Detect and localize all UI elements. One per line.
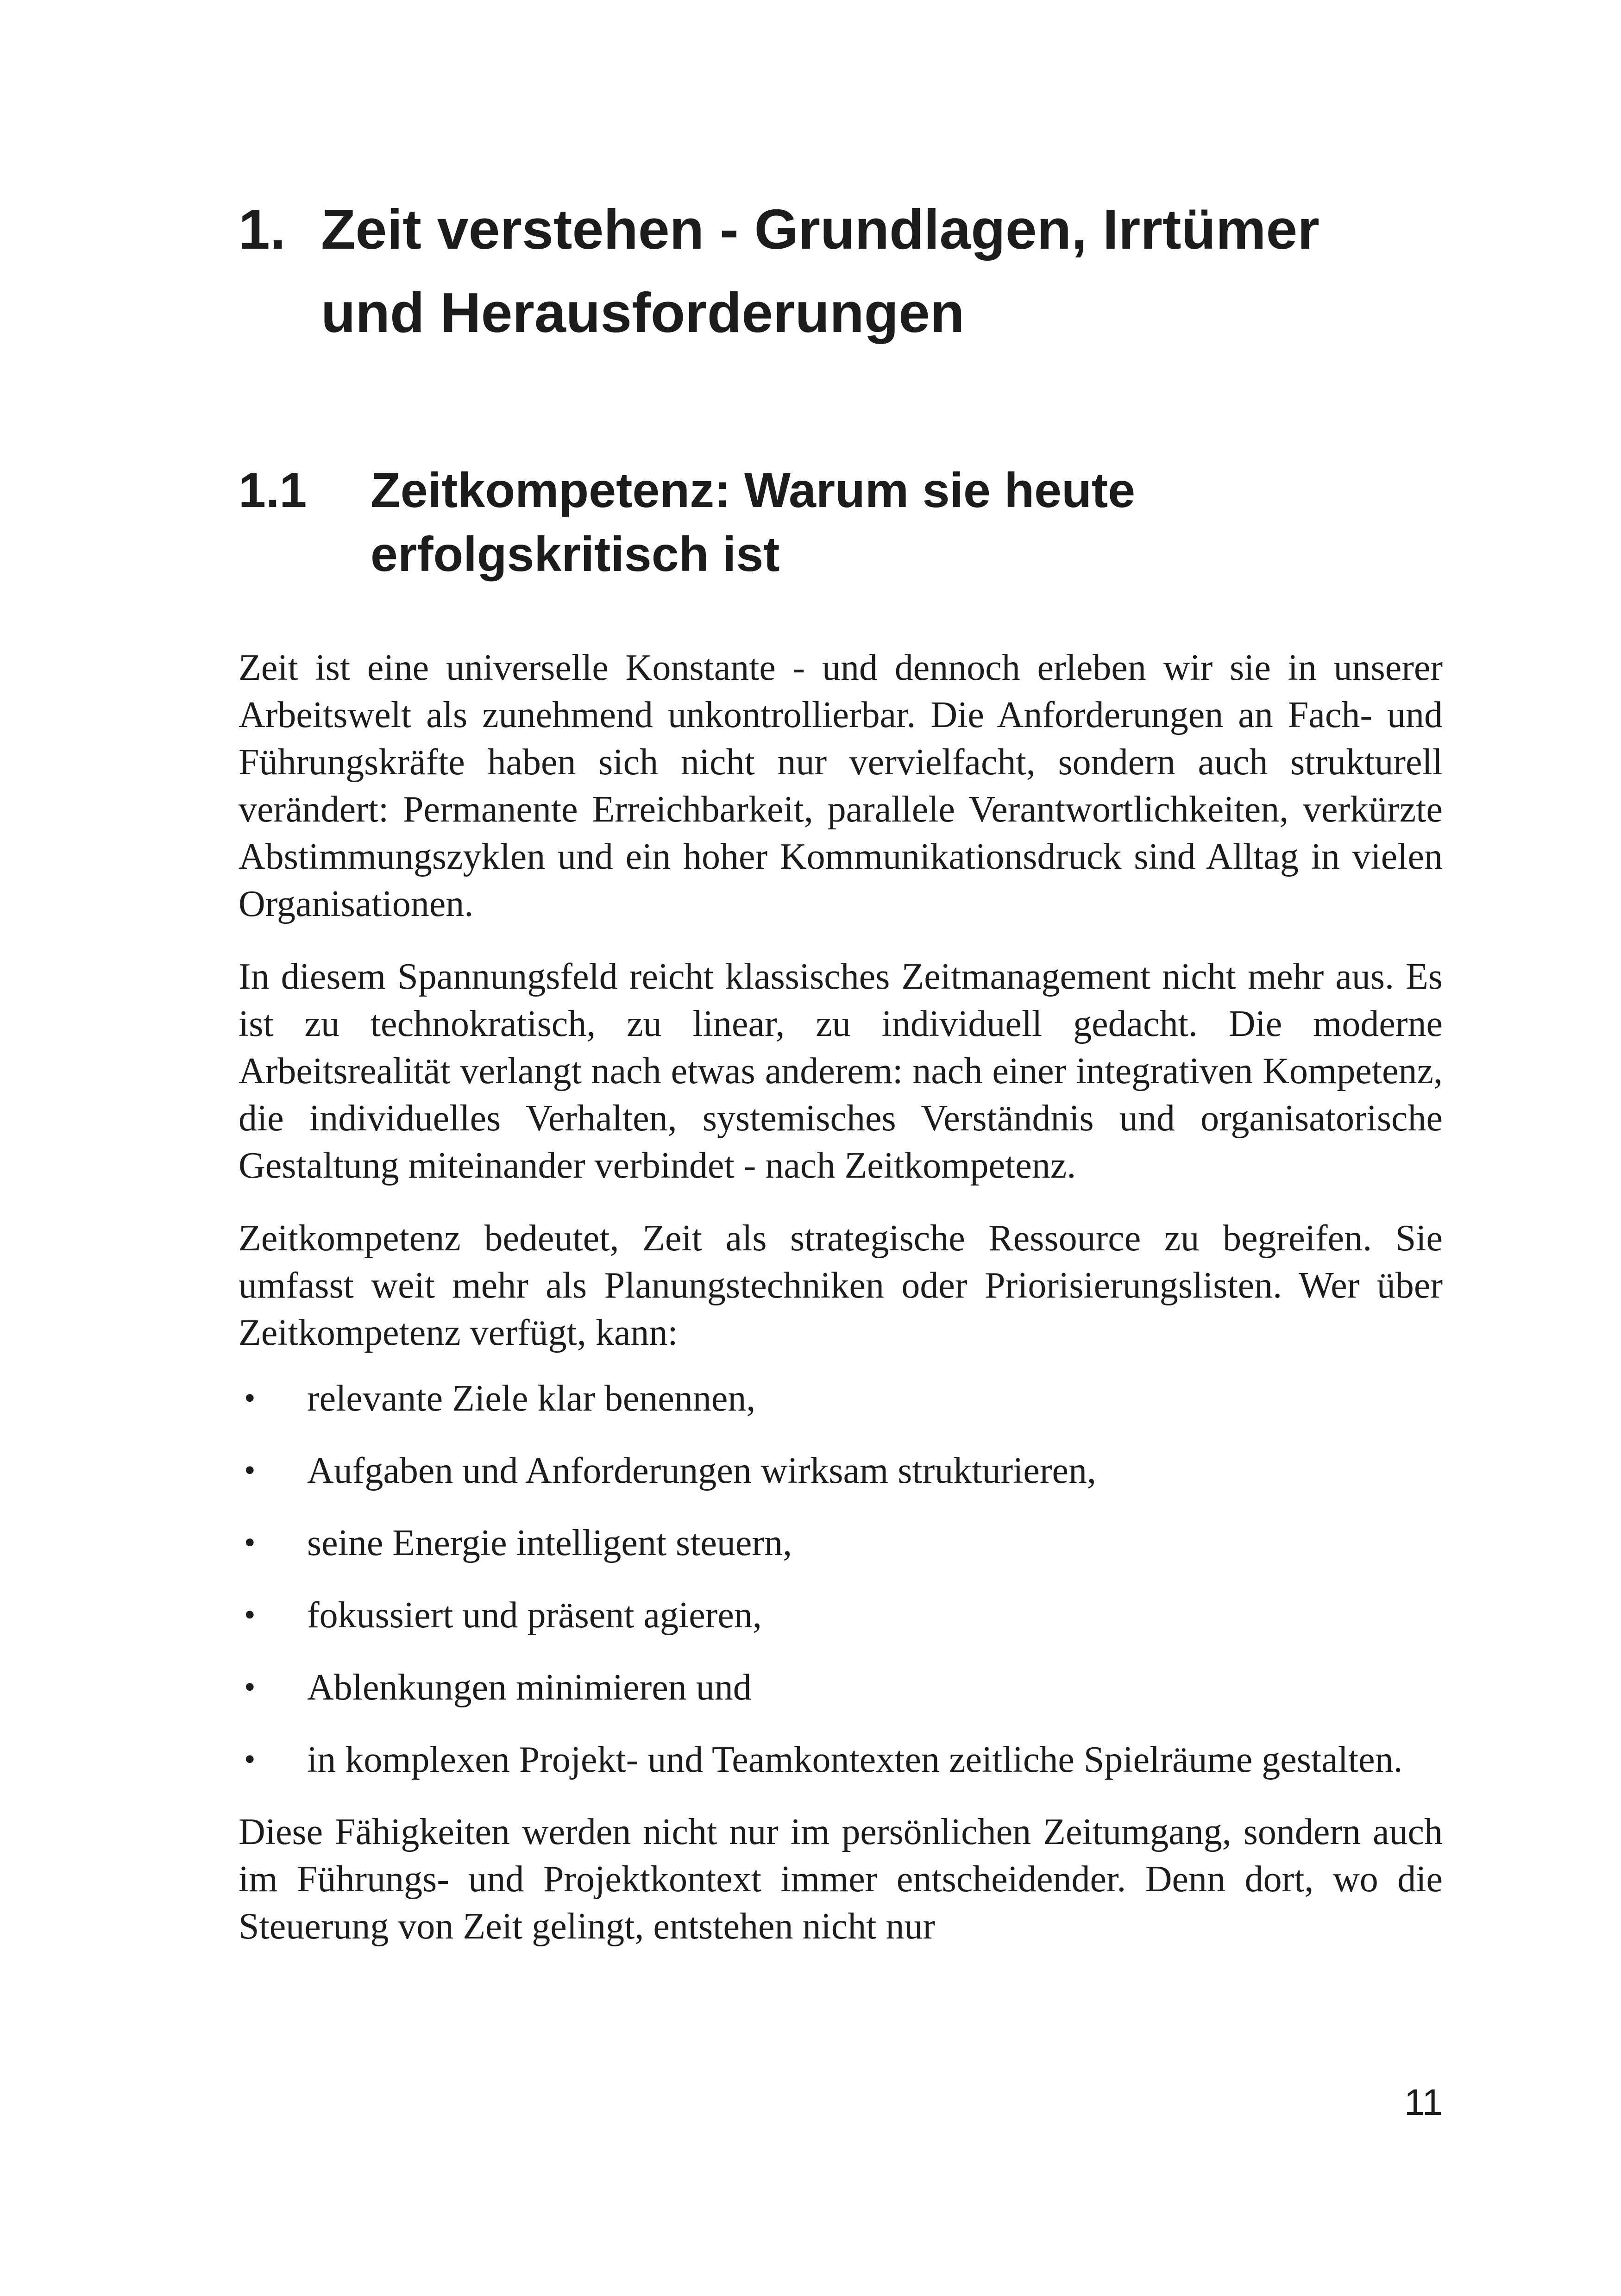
competence-list — [239, 1375, 1443, 1783]
list-item-text: fokussiert und präsent agieren, — [307, 1595, 762, 1636]
section-number: 1.1 — [239, 463, 307, 518]
body-paragraph-2: In diesem Spannungsfeld reicht klassisches Zeitmanagement nicht mehr aus. Es ist zu technokratisch, zu linear, zu individuell gedacht. Die moderne Arbeitsrealität verlangt nach etwas anderem: nach einer integrativen Kompetenz, die individuelles Verhalten, systemisches Verständnis und organisatorische Gestaltung miteinander verbindet - nach Zeitkompetenz. — [239, 956, 1443, 1186]
bullet-icon — [244, 1519, 290, 1567]
list-item — [239, 1664, 1443, 1711]
section-heading — [239, 458, 1443, 586]
chapter-heading — [239, 188, 1443, 354]
list-item-text: Ablenkungen minimieren und — [307, 1667, 752, 1708]
list-item — [239, 1592, 1443, 1639]
section-title-line-1: Zeitkompetenz: Warum sie heute — [371, 463, 1136, 518]
body-paragraph-3: Zeitkompetenz bedeutet, Zeit als strategische Ressource zu begreifen. Sie umfasst weit mehr als Planungstechniken oder Priorisierungslisten. Wer über Zeitkompetenz verfügt, kann: — [239, 1218, 1443, 1353]
list-item — [239, 1447, 1443, 1494]
bullet-icon — [244, 1736, 290, 1783]
list-item-text: seine Energie intelligent steuern, — [307, 1523, 792, 1563]
page-content — [239, 188, 1443, 1950]
chapter-title — [321, 188, 1443, 354]
section-title-line-2: erfolgskritisch ist — [371, 527, 780, 582]
list-item-text: relevante Ziele klar benennen, — [307, 1378, 756, 1419]
chapter-title-line-2: und Herausforderungen — [321, 281, 965, 344]
page-number: 11 — [1404, 2082, 1443, 2123]
bullet-icon — [244, 1664, 290, 1711]
closing-paragraph: Diese Fähigkeiten werden nicht nur im persönlichen Zeitumgang, sondern auch im Führungs- und Projektkontext immer entscheidender. Denn dort, wo die Steuerung von Zeit gelingt, entstehen nicht nur — [239, 1812, 1443, 1947]
bullet-icon — [244, 1447, 290, 1494]
list-item — [239, 1375, 1443, 1422]
list-item-text: Aufgaben und Anforderungen wirksam strukturieren, — [307, 1450, 1096, 1491]
bullet-icon — [244, 1592, 290, 1639]
body-paragraph-1: Zeit ist eine universelle Konstante - und dennoch erleben wir sie in unserer Arbeitswelt als zunehmend unkontrollierbar. Die Anforderungen an Fach- und Führungskräfte haben sich nicht nur vervielfacht, sondern auch strukturell verändert: Permanente Erreichbarkeit, parallele Verantwortlichkeiten, verkürzte Abstimmungszyklen und ein hoher Kommunikationsdruck sind Alltag in vielen Organisationen. — [239, 647, 1443, 924]
list-item — [239, 1519, 1443, 1567]
chapter-number: 1. — [239, 198, 286, 261]
section-title — [371, 458, 1443, 586]
chapter-title-line-1: Zeit verstehen - Grundlagen, Irrtümer — [321, 198, 1319, 261]
list-item — [239, 1736, 1443, 1783]
bullet-icon — [244, 1375, 290, 1422]
list-item-text: in komplexen Projekt- und Teamkontexten zeitliche Spielräume gestalten. — [307, 1739, 1403, 1780]
